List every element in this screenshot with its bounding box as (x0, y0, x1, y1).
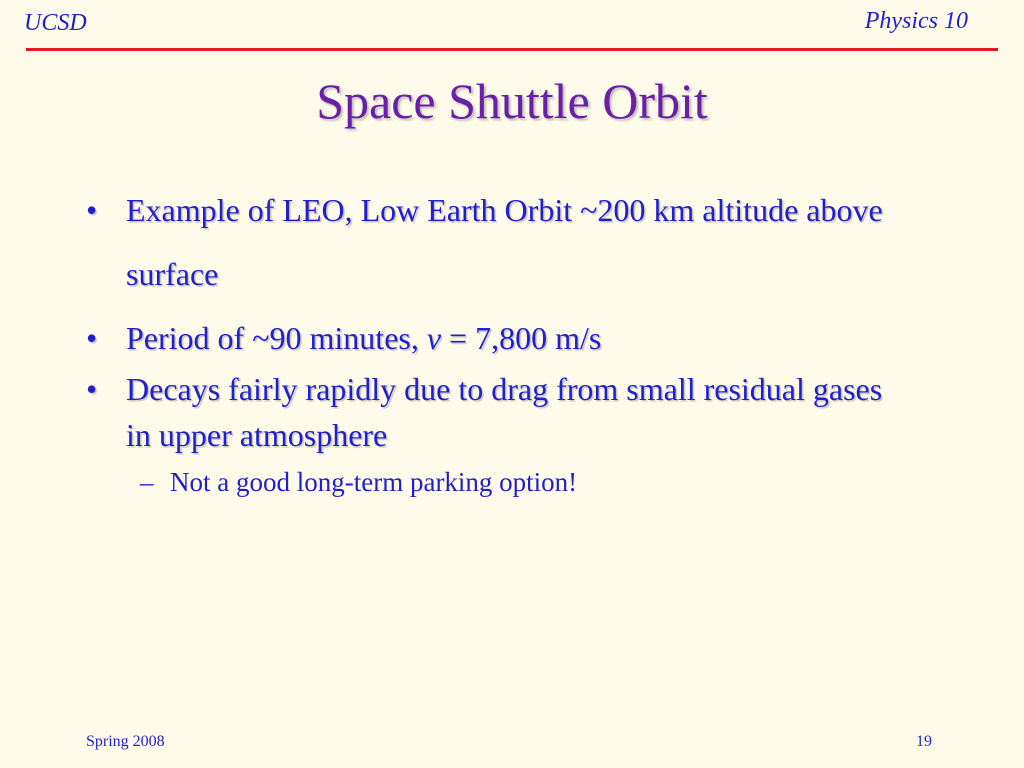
sub-bullet-marker: – (140, 467, 154, 497)
header-course-name: Physics 10 (864, 8, 968, 34)
bullet-item (84, 366, 884, 458)
bullet-marker: • (86, 320, 98, 356)
bullet-marker: • (86, 371, 98, 407)
bullet-item (84, 178, 884, 306)
slide-number: 19 (916, 733, 932, 750)
sub-bullet-item (84, 464, 884, 500)
bullet-item (84, 316, 884, 360)
bullet-list (84, 186, 884, 500)
velocity-variable: v (426, 320, 442, 356)
bullet-text: Decays fairly rapidly due to drag from small residual gases in upper atmosphere (126, 371, 883, 453)
bullet-text: Period of ~90 minutes, v = 7,800 m/s (126, 320, 602, 356)
slide-title: Space Shuttle Orbit (316, 73, 708, 129)
header-divider (26, 48, 998, 51)
header-course-site: UCSD (24, 10, 87, 36)
footer-term: Spring 2008 (86, 733, 165, 750)
bullet-marker: • (86, 192, 98, 228)
sub-bullet-text: Not a good long-term parking option! (170, 467, 578, 497)
bullet-text: Example of LEO, Low Earth Orbit ~200 km altitude above surface (126, 192, 883, 292)
